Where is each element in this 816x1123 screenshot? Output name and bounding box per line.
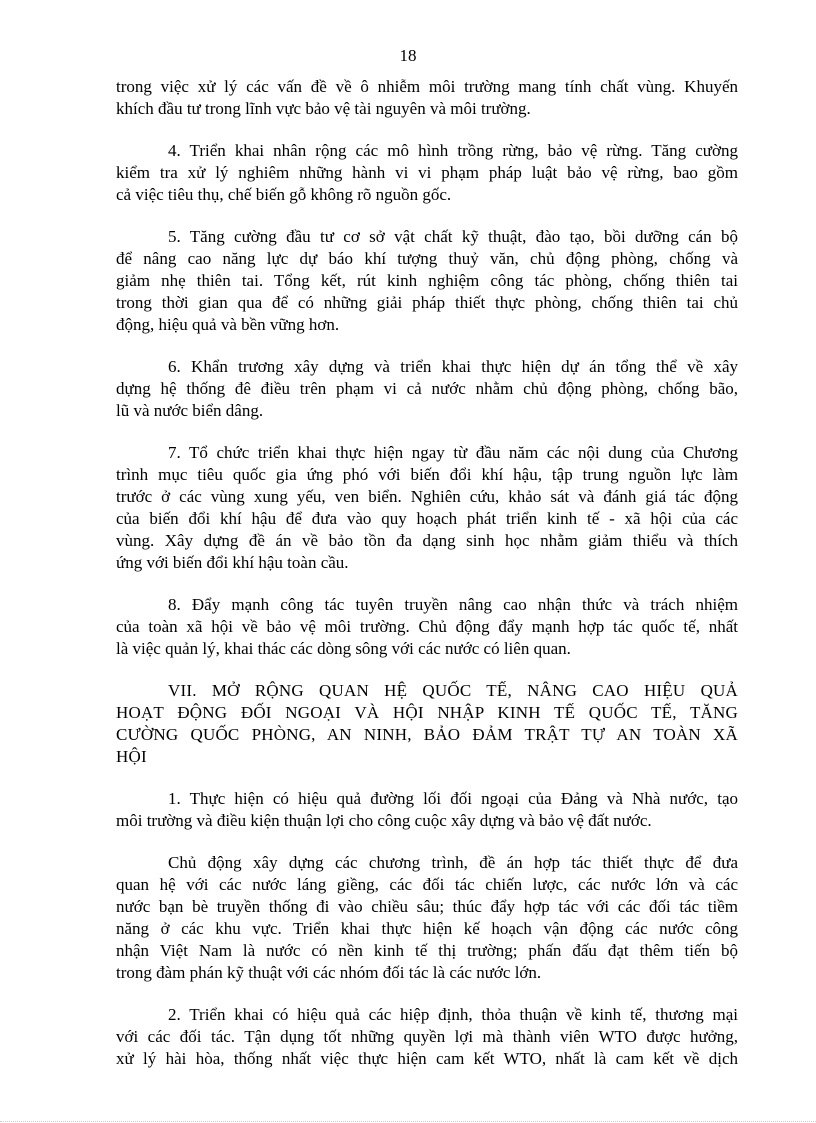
text-line: ứng với biến đổi khí hậu toàn cầu. [116, 553, 349, 572]
paragraph-item-4 [116, 140, 738, 206]
heading-line: HOẠT ĐỘNG ĐỐI NGOẠI VÀ HỘI NHẬP KINH TẾ QUỐC TẾ, TĂNG [116, 703, 738, 722]
text-line: 6. Khẩn trương xây dựng và triển khai thực hiện dự án tổng thể về xây [168, 357, 738, 376]
text-line: động, hiệu quả và bền vững hơn. [116, 315, 340, 334]
paragraph-vii-item-2 [116, 1004, 738, 1070]
text-line: lũ và nước biển dâng. [116, 401, 264, 420]
text-line: trong việc xử lý các vấn đề về ô nhiễm môi trường mang tính chất vùng. Khuyến [116, 77, 738, 96]
text-line: Chủ động xây dựng các chương trình, đề án hợp tác thiết thực để đưa [168, 853, 738, 872]
text-line: cả việc tiêu thụ, chế biến gỗ không rõ nguồn gốc. [116, 185, 452, 204]
text-line: 7. Tổ chức triển khai thực hiện ngay từ đầu năm các nội dung của Chương [168, 443, 738, 462]
text-line: dựng hệ thống đê điều trên phạm vi cả nước nhằm chủ động phòng, chống bão, [116, 379, 738, 398]
text-line: 8. Đẩy mạnh công tác tuyên truyền nâng cao nhận thức và trách nhiệm [168, 595, 738, 614]
text-line: trước ở các vùng xung yếu, ven biển. Nghiên cứu, khảo sát và đánh giá tác động [116, 487, 738, 506]
paragraph-item-5 [116, 226, 738, 336]
text-line: môi trường và điều kiện thuận lợi cho công cuộc xây dựng và bảo vệ đất nước. [116, 811, 652, 830]
text-line: của toàn xã hội về bảo vệ môi trường. Chủ động đẩy mạnh hợp tác quốc tế, nhất [116, 617, 738, 636]
paragraph-item-6 [116, 356, 738, 422]
text-line: của biến đổi khí hậu để đưa vào quy hoạch phát triển kinh tế - xã hội của các [116, 509, 738, 528]
heading-line: VII. MỞ RỘNG QUAN HỆ QUỐC TẾ, NÂNG CAO HIỆU QUẢ [168, 681, 738, 700]
paragraph-proactive-cooperation [116, 852, 738, 984]
text-line: trong đàm phán kỹ thuật với các nhóm đối tác là các nước lớn. [116, 963, 542, 982]
paragraph-continuation [116, 76, 738, 120]
text-line: giảm nhẹ thiên tai. Tổng kết, rút kinh nghiệm công tác phòng, chống thiên tai [116, 271, 738, 290]
text-line: là việc quản lý, khai thác các dòng sông với các nước có liên quan. [116, 639, 571, 658]
text-line: khích đầu tư trong lĩnh vực bảo vệ tài nguyên và môi trường. [116, 99, 531, 118]
document-body [116, 76, 738, 1090]
text-line: xử lý hài hòa, thống nhất việc thực hiện cam kết WTO, nhất là cam kết về dịch [116, 1049, 738, 1068]
text-line: nhận Việt Nam là nước có nền kinh tế thị trường; phấn đấu đạt thêm tiến bộ [116, 941, 738, 960]
text-line: trình mục tiêu quốc gia ứng phó với biến đổi khí hậu, tập trung nguồn lực làm [116, 465, 738, 484]
text-line: 5. Tăng cường đầu tư cơ sở vật chất kỹ thuật, đào tạo, bồi dưỡng cán bộ [168, 227, 738, 246]
text-line: 1. Thực hiện có hiệu quả đường lối đối ngoại của Đảng và Nhà nước, tạo [168, 789, 738, 808]
text-line: năng ở các khu vực. Triển khai thực hiện kế hoạch vận động các nước công [116, 919, 738, 938]
section-heading-vii [116, 680, 738, 768]
paragraph-item-8 [116, 594, 738, 660]
text-line: vùng. Xây dựng đề án về bảo tồn đa dạng sinh học nhằm giảm thiểu và thích [116, 531, 738, 550]
text-line: nước bạn bè truyền thống đi vào chiều sâu; thúc đẩy hợp tác với các đối tác tiềm [116, 897, 738, 916]
page-number: 18 [399, 46, 417, 65]
heading-line: CƯỜNG QUỐC PHÒNG, AN NINH, BẢO ĐẢM TRẬT TỰ AN TOÀN XÃ [116, 725, 738, 744]
heading-line: HỘI [116, 747, 147, 766]
text-line: kiểm tra xử lý nghiêm những hành vi vi phạm pháp luật bảo vệ rừng, bao gồm [116, 163, 738, 182]
text-line: với các đối tác. Tận dụng tốt những quyền lợi mà thành viên WTO được hưởng, [116, 1027, 738, 1046]
paragraph-item-7 [116, 442, 738, 574]
text-line: 4. Triển khai nhân rộng các mô hình trồng rừng, bảo vệ rừng. Tăng cường [168, 141, 738, 160]
text-line: trong thời gian qua để có những giải pháp thiết thực phòng, chống thiên tai chủ [116, 293, 738, 312]
text-line: để nâng cao năng lực dự báo khí tượng thuỷ văn, chủ động phòng, chống và [116, 249, 738, 268]
page-bottom-divider [0, 1121, 816, 1122]
text-line: quan hệ với các nước láng giềng, các đối tác chiến lược, các nước lớn và các [116, 875, 738, 894]
paragraph-vii-item-1 [116, 788, 738, 832]
text-line: 2. Triển khai có hiệu quả các hiệp định, thỏa thuận về kinh tế, thương mại [168, 1005, 738, 1024]
